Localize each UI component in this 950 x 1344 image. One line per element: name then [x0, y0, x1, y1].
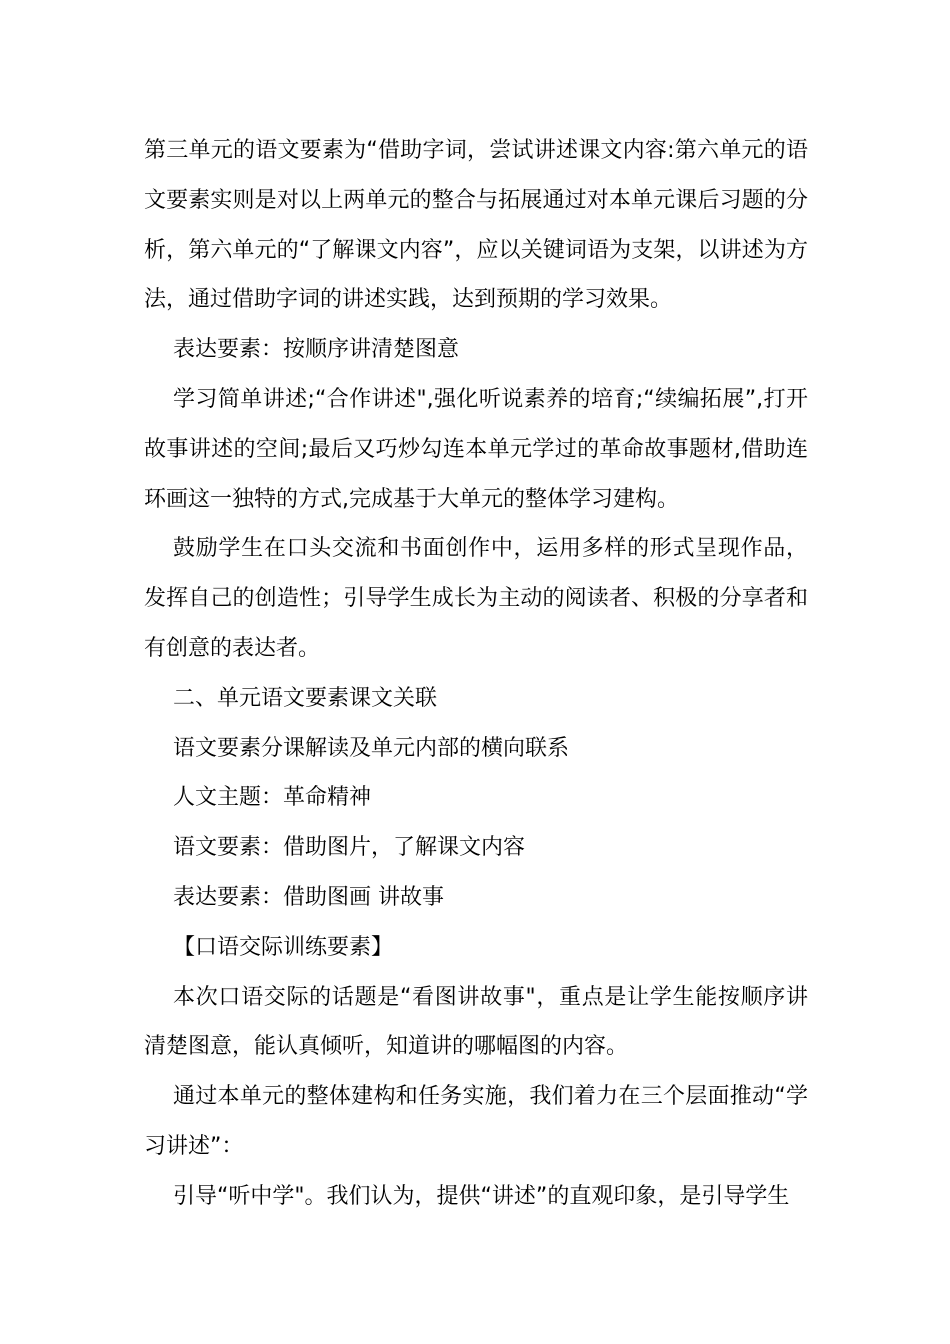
document-body [144, 126, 808, 1222]
paragraph-element-interpretation: 语文要素分课解读及单元内部的横向联系 [173, 735, 570, 761]
paragraph-three-levels: 通过本单元的整体建构和任务实施，我们着力在三个层面推动“学习讲述”： [144, 1084, 808, 1159]
paragraph-learn-by-listening: 引导“听中学"。我们认为，提供“讲述”的直观印象，是引导学生 [173, 1183, 790, 1209]
paragraph-encourage-students: 鼓励学生在口头交流和书面创作中，运用多样的形式呈现作品，发挥自己的创造性；引导学生成长为主动的阅读者、积极的分享者和有创意的表达者。 [144, 536, 808, 661]
paragraph-expression-elements-pictures: 表达要素：借助图画 讲故事 [173, 884, 444, 910]
paragraph-unit-three-elements: 第三单元的语文要素为“借助字词，尝试讲述课文内容:第六单元的语文要素实则是对以上两单元的整合与拓展通过对本单元课后习题的分析，第六单元的“了解课文内容”，应以关键词语为支架，以讲述为方法，通过借助字词的讲述实践，达到预期的学习效果。 [144, 138, 808, 313]
paragraph-simple-narration: 学习简单讲述;“合作讲述",强化听说素养的培育;“续编拓展”,打开故事讲述的空间;最后又巧炒勾连本单元学过的革命故事题材,借助连环画这一独特的方式,完成基于大单元的整体学习建构。 [144, 386, 808, 512]
paragraph-humanistic-theme: 人文主题：革命精神 [173, 785, 372, 811]
paragraph-expression-elements-order: 表达要素：按顺序讲清楚图意 [173, 337, 460, 363]
paragraph-language-elements: 语文要素：借助图片，了解课文内容 [173, 835, 526, 861]
section-heading-oral-communication: 【口语交际训练要素】 [173, 934, 394, 960]
section-heading-unit-relation: 二、单元语文要素课文关联 [173, 685, 438, 711]
paragraph-oral-topic: 本次口语交际的话题是“看图讲故事"，重点是让学生能按顺序讲清楚图意，能认真倾听，知道讲的哪幅图的内容。 [144, 984, 808, 1060]
